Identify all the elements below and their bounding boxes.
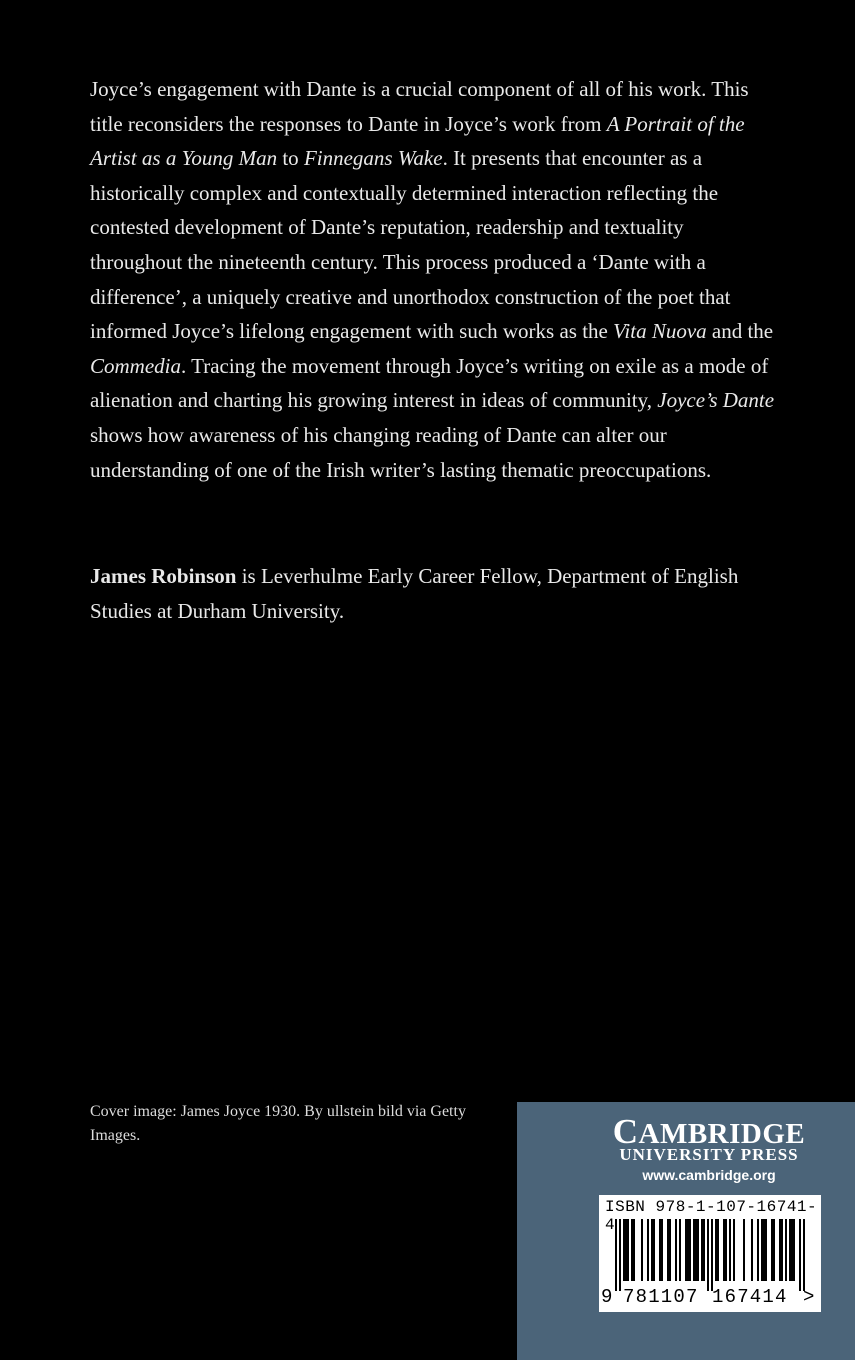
barcode-bar bbox=[785, 1219, 787, 1281]
barcode-bar bbox=[631, 1219, 633, 1281]
barcode-bar bbox=[697, 1219, 699, 1281]
barcode-bar bbox=[695, 1219, 697, 1281]
barcode-bar bbox=[793, 1219, 795, 1281]
title-vita-nuova: Vita Nuova bbox=[613, 319, 707, 344]
barcode-bar bbox=[619, 1219, 621, 1291]
publisher-panel bbox=[517, 1102, 855, 1360]
cover-credit: Cover image: James Joyce 1930. By ullstein bild via Getty Images. bbox=[90, 1103, 466, 1144]
author-name: James Robinson bbox=[90, 564, 237, 588]
author-bio bbox=[90, 559, 780, 628]
barcode-bar bbox=[703, 1219, 705, 1281]
barcode-bar bbox=[651, 1219, 653, 1281]
blurb-text: . Tracing the movement through Joyce’s writing on exile as a mode of alienation and charting his growing interest in ideas of community, bbox=[90, 353, 769, 413]
barcode-bar bbox=[689, 1219, 691, 1281]
barcode-bar bbox=[725, 1219, 727, 1281]
barcode-bar bbox=[687, 1219, 689, 1281]
barcode-bar bbox=[661, 1219, 663, 1281]
barcode-right-digits: 167414 bbox=[712, 1286, 788, 1308]
barcode-bar bbox=[685, 1219, 687, 1281]
blurb-text: and the bbox=[706, 319, 774, 344]
barcode-bar bbox=[751, 1219, 753, 1281]
barcode-bar bbox=[627, 1219, 629, 1281]
publisher-press: UNIVERSITY PRESS bbox=[619, 1145, 799, 1164]
barcode-bar bbox=[723, 1219, 725, 1281]
title-commedia: Commedia bbox=[90, 353, 181, 378]
barcode-bar bbox=[633, 1219, 635, 1281]
barcode-bar bbox=[711, 1219, 713, 1291]
title-a-portrait: A Portrait of the Artist as a Young Man bbox=[90, 111, 745, 171]
barcode-bar bbox=[701, 1219, 703, 1281]
barcode-bar bbox=[647, 1219, 649, 1281]
barcode-bar bbox=[659, 1219, 661, 1281]
barcode-bar bbox=[779, 1219, 781, 1281]
barcode-bar bbox=[733, 1219, 735, 1281]
isbn-label: ISBN 978-1-107-16741-4 bbox=[605, 1198, 818, 1234]
barcode-box bbox=[599, 1195, 821, 1312]
barcode-bar bbox=[781, 1219, 783, 1281]
barcode-bar bbox=[803, 1219, 805, 1291]
logo-initial: C bbox=[612, 1112, 639, 1151]
barcode-bar bbox=[791, 1219, 793, 1281]
barcode-bar bbox=[623, 1219, 625, 1281]
barcode-bar bbox=[757, 1219, 759, 1281]
barcode-bar bbox=[743, 1219, 745, 1281]
barcode-bar bbox=[773, 1219, 775, 1281]
barcode-end-mark: > bbox=[803, 1286, 815, 1308]
barcode-left-digits: 781107 bbox=[623, 1286, 699, 1308]
blurb-text: to bbox=[277, 146, 304, 171]
barcode-bar bbox=[669, 1219, 671, 1281]
title-finnegans-wake: Finnegans Wake bbox=[303, 146, 443, 171]
title-joyces-dante: Joyce’s Dante bbox=[657, 388, 775, 413]
barcode-bar bbox=[771, 1219, 773, 1281]
barcode-bar bbox=[729, 1219, 731, 1281]
blurb-text: shows how awareness of his changing reading of Dante can alter our understanding of one of the Irish writer’s lasting thematic preoccupations. bbox=[90, 422, 712, 482]
barcode-bar bbox=[761, 1219, 763, 1281]
barcode-bar bbox=[667, 1219, 669, 1281]
barcode-bar bbox=[625, 1219, 627, 1281]
barcode-bar bbox=[799, 1219, 801, 1291]
barcode-bar bbox=[641, 1219, 643, 1281]
barcode-first-digit: 9 bbox=[601, 1286, 613, 1308]
barcode-bar bbox=[715, 1219, 717, 1281]
logo-rest: AMBRIDGE bbox=[638, 1118, 806, 1150]
barcode-bar bbox=[765, 1219, 767, 1281]
book-description bbox=[90, 72, 780, 487]
barcode-bar bbox=[675, 1219, 677, 1281]
blurb-text: Joyce’s engagement with Dante is a crucial component of all of his work. This title reconsiders the responses to Dante in Joyce’s work from bbox=[90, 77, 749, 136]
blurb-text: . It presents that encounter as a historically complex and contextually determined interaction reflecting the contested development of Dante’s reputation, readership and textuality throughout the nineteenth century. This process produced a ‘Dante with a difference’, a uniquely creative and unorthodox construction of the poet that informed Joyce’s lifelong engagement with such works as the bbox=[90, 146, 731, 344]
barcode-bar bbox=[707, 1219, 709, 1291]
barcode-bar bbox=[679, 1219, 681, 1281]
barcode-bar bbox=[615, 1219, 617, 1291]
barcode-bar bbox=[789, 1219, 791, 1281]
barcode-bar bbox=[693, 1219, 695, 1281]
barcode-bar bbox=[653, 1219, 655, 1281]
barcode-bar bbox=[763, 1219, 765, 1281]
barcode-bar bbox=[717, 1219, 719, 1281]
author-bio-text: is Leverhulme Early Career Fellow, Department of English Studies at Durham University. bbox=[90, 564, 739, 623]
publisher-url: www.cambridge.org bbox=[642, 1167, 776, 1183]
